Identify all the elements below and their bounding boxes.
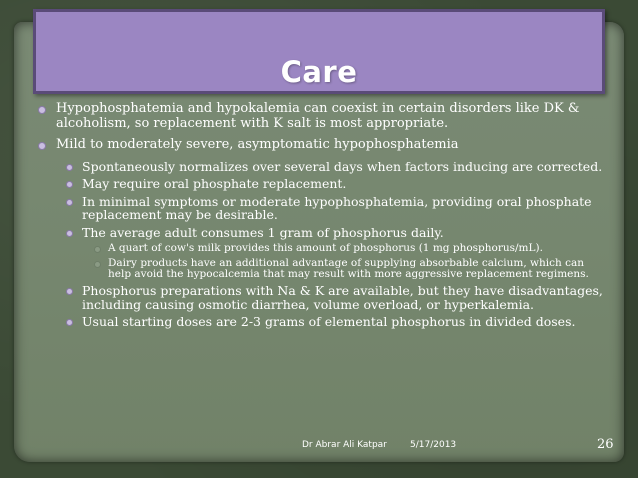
bullet-icon [94,261,101,268]
sub-bullet-item [26,315,610,329]
sub-bullet-text: Phosphorus preparations with Na & K are available, but they have disadvantages, including causing osmotic diarrhea, volume overload, or hyperkalemia. [82,283,603,312]
sub-bullet-text: Usual starting doses are 2-3 grams of elemental phosphorus in divided doses. [82,314,576,329]
bullet-item [26,138,610,153]
bullet-icon [66,230,73,237]
sub-sub-bullet-text: A quart of cow's milk provides this amount of phosphorus (1 mg phosphorus/mL). [108,242,543,254]
slide-title: Care [280,55,358,89]
bullet-icon [38,142,46,150]
bullet-icon [66,199,73,206]
bullet-icon [66,288,73,295]
sub-bullet-item [26,195,610,222]
sub-bullet-item [26,284,610,311]
bullet-text: Mild to moderately severe, asymptomatic hypophosphatemia [56,137,459,152]
sub-sub-bullet-item [26,243,610,254]
bullet-item [26,102,610,131]
title-box [33,9,605,94]
bullet-icon [66,181,73,188]
sub-bullet-text: Spontaneously normalizes over several days when factors inducing are corrected. [82,158,603,174]
footer-date: 5/17/2013 [410,440,457,450]
footer-author: Dr Abrar Ali Katpar [302,440,387,450]
bullet-icon [38,106,46,114]
page-number: 26 [597,437,614,452]
bullet-text: Hypophosphatemia and hypokalemia can coexist in certain disorders like DK & alcoholism, so replacement with K salt is most appropriate. [56,101,580,131]
sub-bullet-text: May require oral phosphate replacement. [82,176,347,191]
bullet-icon [66,319,73,326]
bullet-icon [94,246,101,253]
sub-bullet-item [26,160,610,174]
sub-bullet-item [26,226,610,240]
sub-bullet-text: The average adult consumes 1 gram of phosphorus daily. [82,224,444,240]
sub-sub-bullet-text: Dairy products have an additional advantage of supplying absorbable calcium, which can help avoid the hypocalcemia that may result with more aggressive replacement regimens. [108,257,589,280]
sub-bullet-item [26,177,610,191]
sub-bullet-text: In minimal symptoms or moderate hypophosphatemia, providing oral phosphate replacement may be desirable. [82,193,592,222]
slide-content [26,102,610,333]
sub-sub-bullet-item [26,258,610,280]
bullet-icon [66,164,73,171]
